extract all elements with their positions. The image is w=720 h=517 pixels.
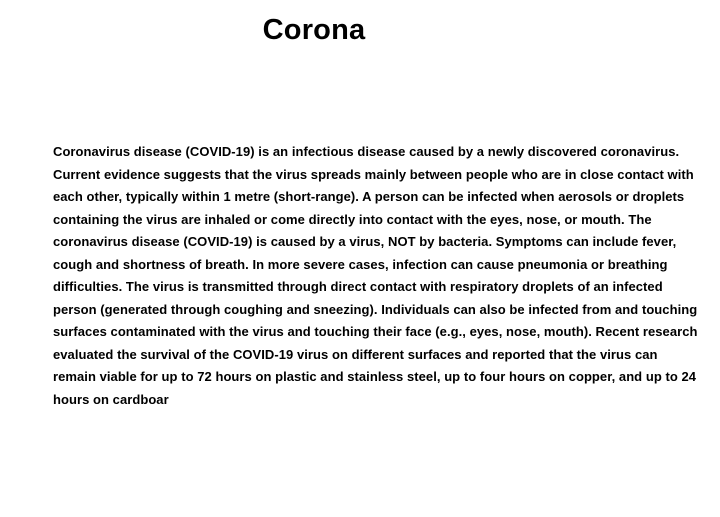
paragraph-line: person (generated through coughing and sneezing). Individuals can also be infected from and touching — [53, 301, 698, 317]
document-title: Corona — [262, 14, 366, 46]
paragraph-line: difficulties. The virus is transmitted through direct contact with respiratory droplets of an infected — [53, 279, 663, 294]
paragraph-line: Coronavirus disease (COVID-19) is an infectious disease caused by a newly discovered coronavirus. — [53, 144, 680, 159]
paragraph-line: cough and shortness of breath. In more severe cases, infection can cause pneumonia or breathing — [53, 256, 668, 272]
paragraph-line: each other, typically within 1 metre (short-range). A person can be infected when aerosols or droplets — [53, 189, 685, 204]
paragraph-line: evaluated the survival of the COVID-19 virus on different surfaces and reported that the virus can — [53, 346, 658, 362]
paragraph-line: containing the virus are inhaled or come directly into contact with the eyes, nose, or mouth. The — [53, 211, 652, 227]
paragraph-line: hours on cardboar — [53, 391, 169, 407]
paragraph-line: surfaces contaminated with the virus and touching their face (e.g., eyes, nose, mouth). Recent research — [53, 324, 698, 339]
paragraph-line: coronavirus disease (COVID-19) is caused by a virus, NOT by bacteria. Symptoms can include fever, — [53, 234, 677, 249]
paragraph-line: Current evidence suggests that the virus spreads mainly between people who are in close contact with — [53, 166, 694, 182]
body-paragraph — [53, 141, 698, 411]
paragraph-line: remain viable for up to 72 hours on plastic and stainless steel, up to four hours on copper, and up to 24 — [53, 369, 697, 384]
